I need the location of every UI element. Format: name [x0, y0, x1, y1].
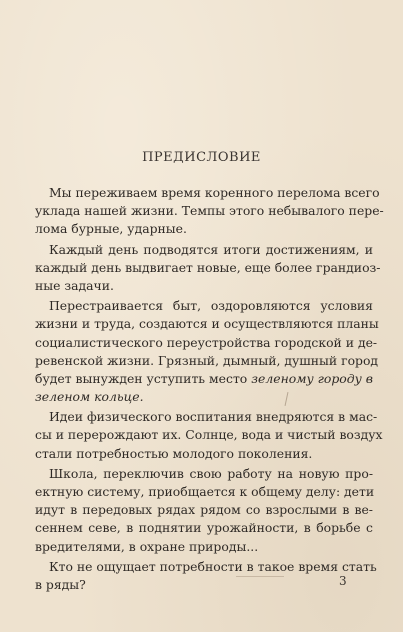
text-line: стали потребностью молодого поколения. — [35, 445, 313, 461]
text-line: идут в передовых рядах рядом со взрослыми в ве- — [35, 502, 373, 518]
text-line: Идеи физического воспитания внедряются в мас- — [49, 409, 378, 425]
body-text — [35, 184, 384, 594]
text-line-with-italic — [35, 370, 373, 388]
page-number: 3 — [339, 574, 347, 588]
text-line: лома бурные, ударные. — [35, 221, 187, 237]
text-line: Школа, переключив свою работу на новую про- — [49, 465, 373, 481]
paper-mark — [236, 576, 284, 577]
text-line: уклада нашей жизни. Темпы этого небывалого пере- — [35, 203, 384, 219]
text-line: вредителями, в охране природы... — [35, 538, 259, 554]
text-line: ные задачи. — [35, 277, 114, 293]
text-line: ектную систему, приобщается к общему делу: дети — [35, 484, 375, 499]
text-line-italic: зеленом кольце. — [35, 389, 144, 405]
text-line: Мы переживаем время коренного перелома всего — [49, 185, 380, 200]
text-line: сеннем севе, в поднятии урожайности, в борьбе с — [35, 520, 373, 536]
text-line: жизни и труда, создаются и осуществляются планы — [35, 316, 379, 332]
text-line: Кто не ощущает потребности в такое время стать — [49, 558, 377, 574]
text-line: сы и перерождают их. Солнце, вода и чистый воздух — [35, 427, 383, 443]
text-line: Перестраивается быт, оздоровляются условия — [49, 298, 373, 314]
text-line-roman-part: будет вынужден уступить место — [35, 370, 252, 386]
text-line: социалистического переустройства городской и де- — [35, 334, 378, 350]
text-line-italic-part: зеленому городу в — [251, 370, 374, 386]
text-line: каждый день выдвигает новые, еще более грандиоз- — [35, 259, 381, 275]
text-line: в ряды? — [35, 576, 86, 592]
text-line: Каждый день подводятся итоги достижениям, и — [49, 241, 373, 257]
page-title: ПРЕДИСЛОВИЕ — [142, 150, 261, 165]
text-line: ревенской жизни. Грязный, дымный, душный город — [35, 352, 379, 368]
